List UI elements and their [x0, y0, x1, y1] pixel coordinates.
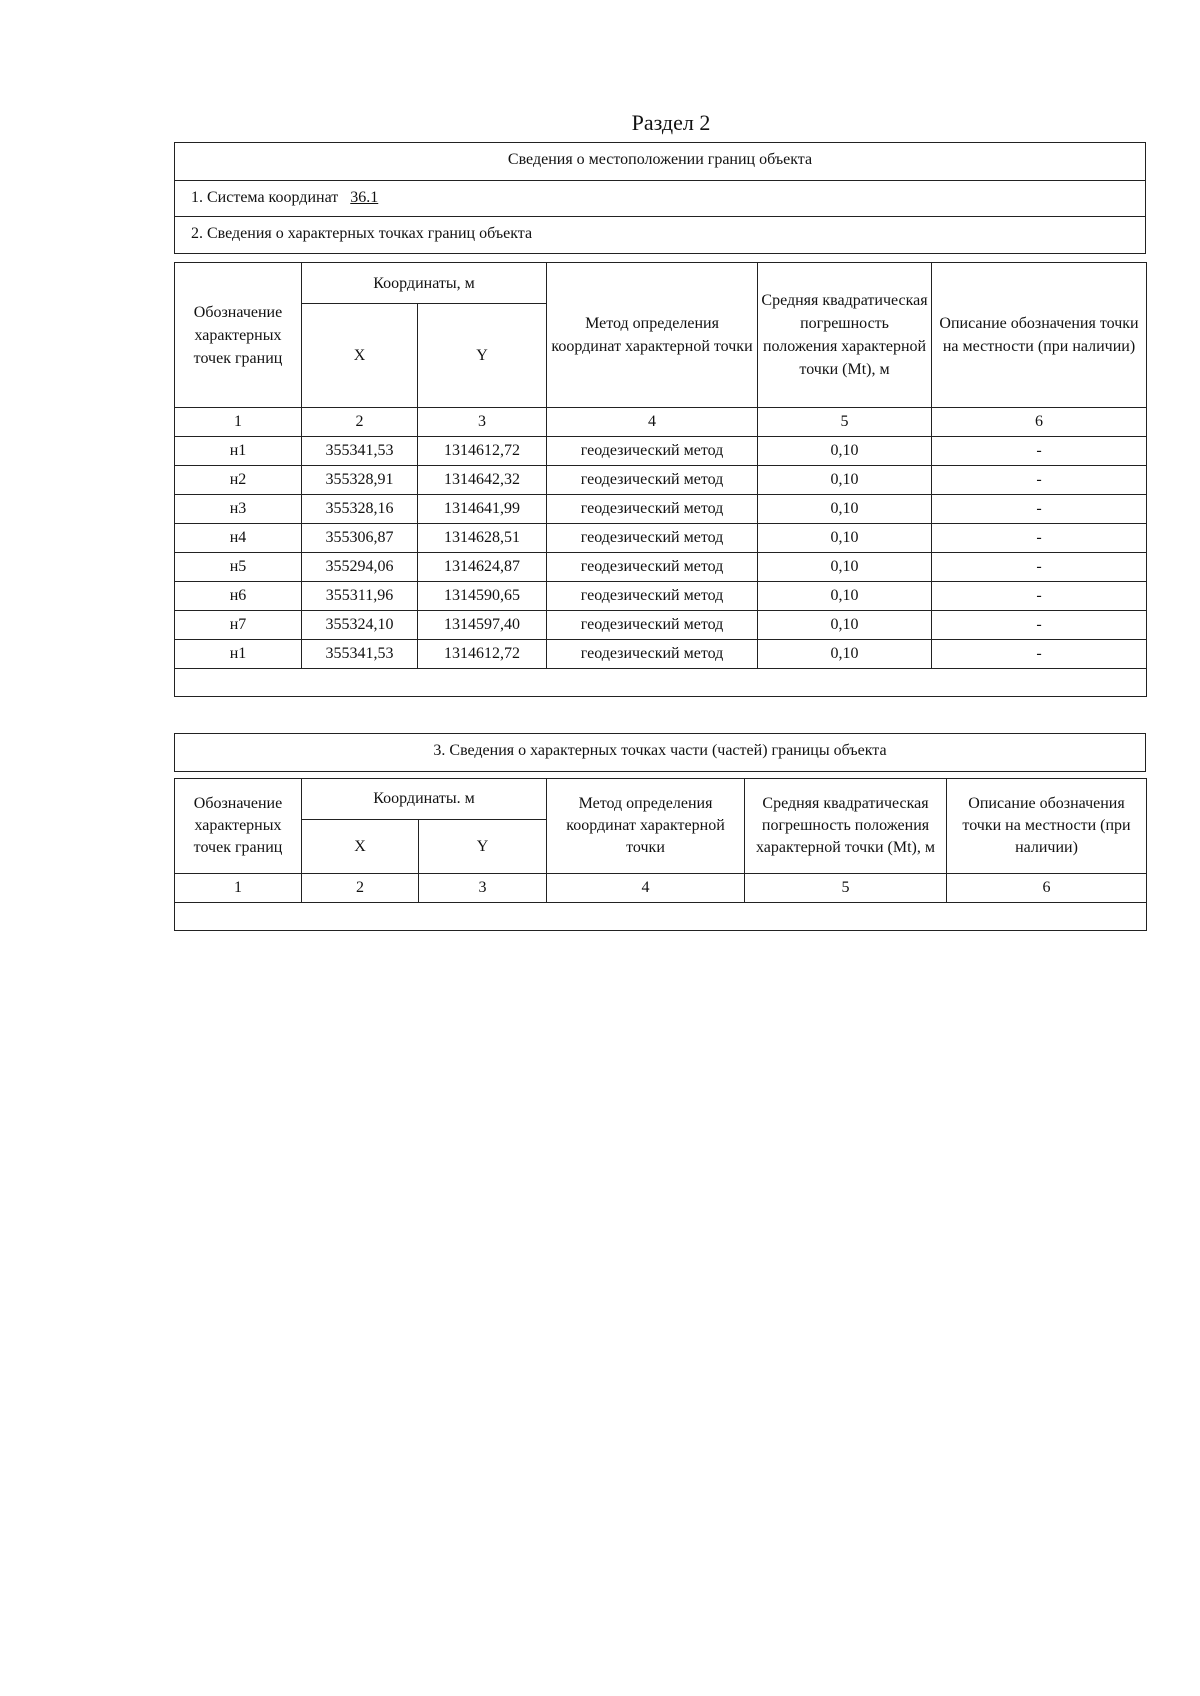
column-number-row [175, 874, 1147, 903]
error-cell: 0,10 [758, 466, 932, 495]
x-coordinate: 355341,53 [302, 437, 418, 466]
method-cell: геодезический метод [547, 524, 758, 553]
location-info-box [174, 142, 1146, 254]
header-coordinates: Координаты. м [302, 779, 547, 820]
error-cell: 0,10 [758, 611, 932, 640]
column-number: 1 [175, 408, 302, 437]
table-row [175, 524, 1147, 553]
method-cell: геодезический метод [547, 640, 758, 669]
description-cell: - [932, 582, 1147, 611]
y-coordinate: 1314628,51 [418, 524, 547, 553]
header-designation: Обозначение характерных точек границ [175, 263, 302, 408]
error-cell: 0,10 [758, 437, 932, 466]
point-designation: н6 [175, 582, 302, 611]
table-row [175, 437, 1147, 466]
table-row [175, 611, 1147, 640]
empty-row [175, 669, 1147, 697]
description-cell: - [932, 640, 1147, 669]
column-number: 3 [419, 874, 547, 903]
points-heading: 2. Сведения о характерных точках границ объекта [175, 216, 1145, 253]
table-row [175, 495, 1147, 524]
coord-system-label: 1. Система координат [191, 188, 339, 206]
y-coordinate: 1314624,87 [418, 553, 547, 582]
x-coordinate: 355328,16 [302, 495, 418, 524]
y-coordinate: 1314597,40 [418, 611, 547, 640]
part-points-box [174, 733, 1146, 772]
x-coordinate: 355324,10 [302, 611, 418, 640]
header-method: Метод определения координат характерной точки [547, 263, 758, 408]
empty-row [175, 903, 1147, 931]
description-cell: - [932, 495, 1147, 524]
boundary-points-table [174, 262, 1147, 697]
header-x: X [302, 820, 419, 874]
description-cell: - [932, 553, 1147, 582]
point-designation: н5 [175, 553, 302, 582]
column-number-row [175, 408, 1147, 437]
location-heading: Сведения о местоположении границ объекта [507, 151, 813, 168]
error-cell: 0,10 [758, 640, 932, 669]
method-cell: геодезический метод [547, 466, 758, 495]
method-cell: геодезический метод [547, 553, 758, 582]
column-number: 1 [175, 874, 302, 903]
column-number: 5 [758, 408, 932, 437]
header-method: Метод определения координат характерной точки [547, 779, 745, 874]
description-cell: - [932, 466, 1147, 495]
header-y: Y [418, 304, 547, 408]
point-designation: н7 [175, 611, 302, 640]
column-number: 2 [302, 874, 419, 903]
point-designation: н1 [175, 437, 302, 466]
section-title: Раздел 2 [631, 110, 711, 135]
header-description: Описание обозначения точки на местности (при наличии) [947, 779, 1147, 874]
y-coordinate: 1314641,99 [418, 495, 547, 524]
table-row [175, 466, 1147, 495]
error-cell: 0,10 [758, 553, 932, 582]
y-coordinate: 1314590,65 [418, 582, 547, 611]
description-cell: - [932, 611, 1147, 640]
table-row [175, 640, 1147, 669]
header-y: Y [419, 820, 547, 874]
table-row [175, 582, 1147, 611]
part-points-heading: 3. Сведения о характерных точках части (частей) границы объекта [433, 742, 887, 759]
error-cell: 0,10 [758, 524, 932, 553]
empty-cell [175, 903, 1147, 931]
point-designation: н3 [175, 495, 302, 524]
header-coordinates: Координаты, м [302, 263, 547, 304]
coord-system-value: 36.1 [350, 188, 379, 206]
method-cell: геодезический метод [547, 611, 758, 640]
method-cell: геодезический метод [547, 582, 758, 611]
error-cell: 0,10 [758, 495, 932, 524]
coord-system-row [175, 180, 1145, 217]
x-coordinate: 355294,06 [302, 553, 418, 582]
column-number: 5 [745, 874, 947, 903]
table-row [175, 553, 1147, 582]
header-error: Средняя квадратическая погрешность положения характерной точки (Mt), м [745, 779, 947, 874]
column-number: 2 [302, 408, 418, 437]
header-error: Средняя квадратическая погрешность положения характерной точки (Mt), м [758, 263, 932, 408]
y-coordinate: 1314612,72 [418, 437, 547, 466]
header-description: Описание обозначения точки на местности (при наличии) [932, 263, 1147, 408]
x-coordinate: 355311,96 [302, 582, 418, 611]
point-designation: н1 [175, 640, 302, 669]
x-coordinate: 355306,87 [302, 524, 418, 553]
column-number: 6 [932, 408, 1147, 437]
description-cell: - [932, 524, 1147, 553]
column-number: 4 [547, 874, 745, 903]
method-cell: геодезический метод [547, 437, 758, 466]
y-coordinate: 1314612,72 [418, 640, 547, 669]
method-cell: геодезический метод [547, 495, 758, 524]
column-number: 3 [418, 408, 547, 437]
x-coordinate: 355328,91 [302, 466, 418, 495]
error-cell: 0,10 [758, 582, 932, 611]
x-coordinate: 355341,53 [302, 640, 418, 669]
part-points-table [174, 778, 1147, 931]
point-designation: н2 [175, 466, 302, 495]
header-x: X [302, 304, 418, 408]
header-designation: Обозначение характерных точек границ [175, 779, 302, 874]
column-number: 6 [947, 874, 1147, 903]
column-number: 4 [547, 408, 758, 437]
y-coordinate: 1314642,32 [418, 466, 547, 495]
point-designation: н4 [175, 524, 302, 553]
description-cell: - [932, 437, 1147, 466]
empty-cell [175, 669, 1147, 697]
